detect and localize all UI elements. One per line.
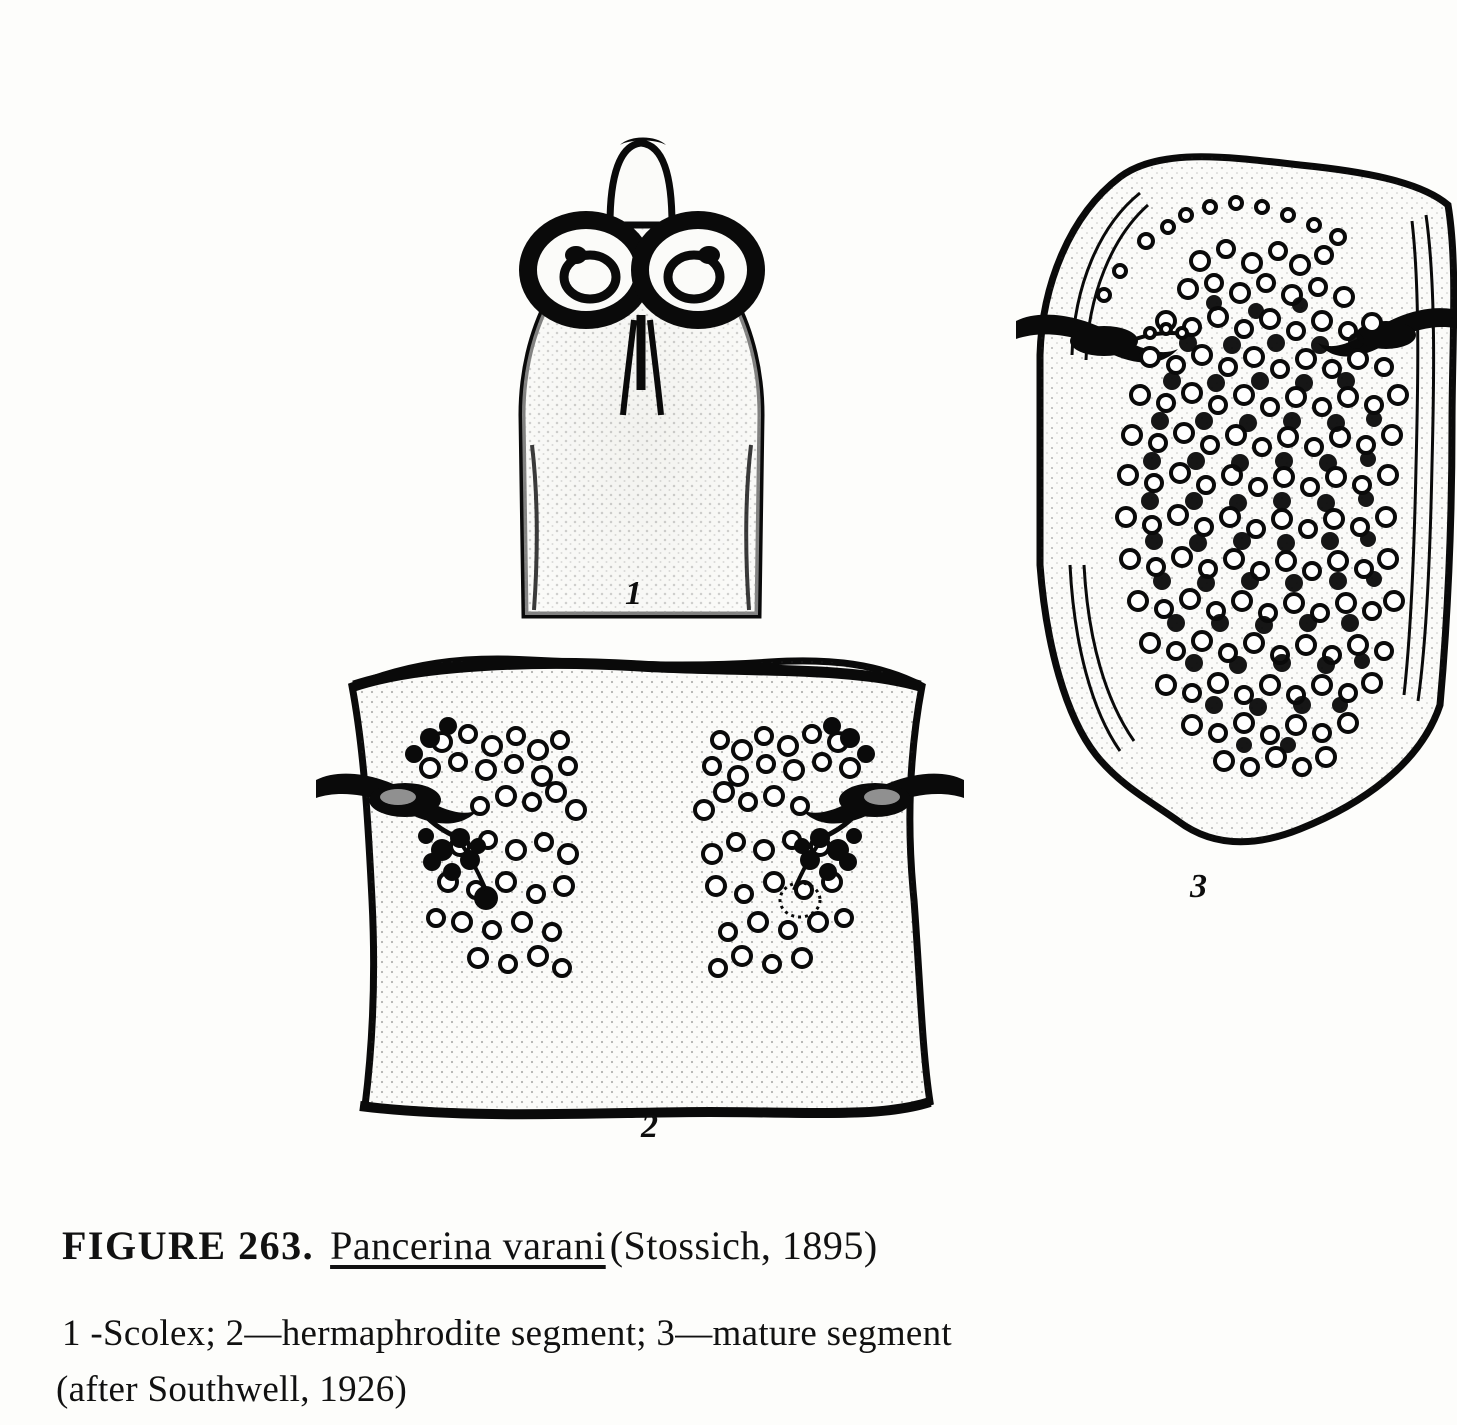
species-name: Pancerina varani	[330, 1223, 606, 1268]
figure-caption	[0, 1190, 1457, 1425]
panel-number-1: 1	[625, 575, 642, 612]
caption-legend-line-1: 1 -Scolex; 2—hermaphrodite segment; 3—mature segment	[62, 1313, 953, 1354]
caption-title-line	[62, 1222, 878, 1269]
figure-number: FIGURE 263.	[62, 1223, 315, 1268]
panel-mature-segment-drawing	[1000, 145, 1457, 865]
panel-hermaphrodite-segment-drawing	[310, 650, 970, 1140]
panel-number-2: 2	[641, 1108, 658, 1145]
caption-legend-line-2: (after Southwell, 1926)	[56, 1369, 408, 1410]
panel-number-3: 3	[1190, 868, 1207, 905]
species-authority: (Stossich, 1895)	[609, 1223, 878, 1268]
panel-scolex-drawing	[420, 115, 860, 635]
